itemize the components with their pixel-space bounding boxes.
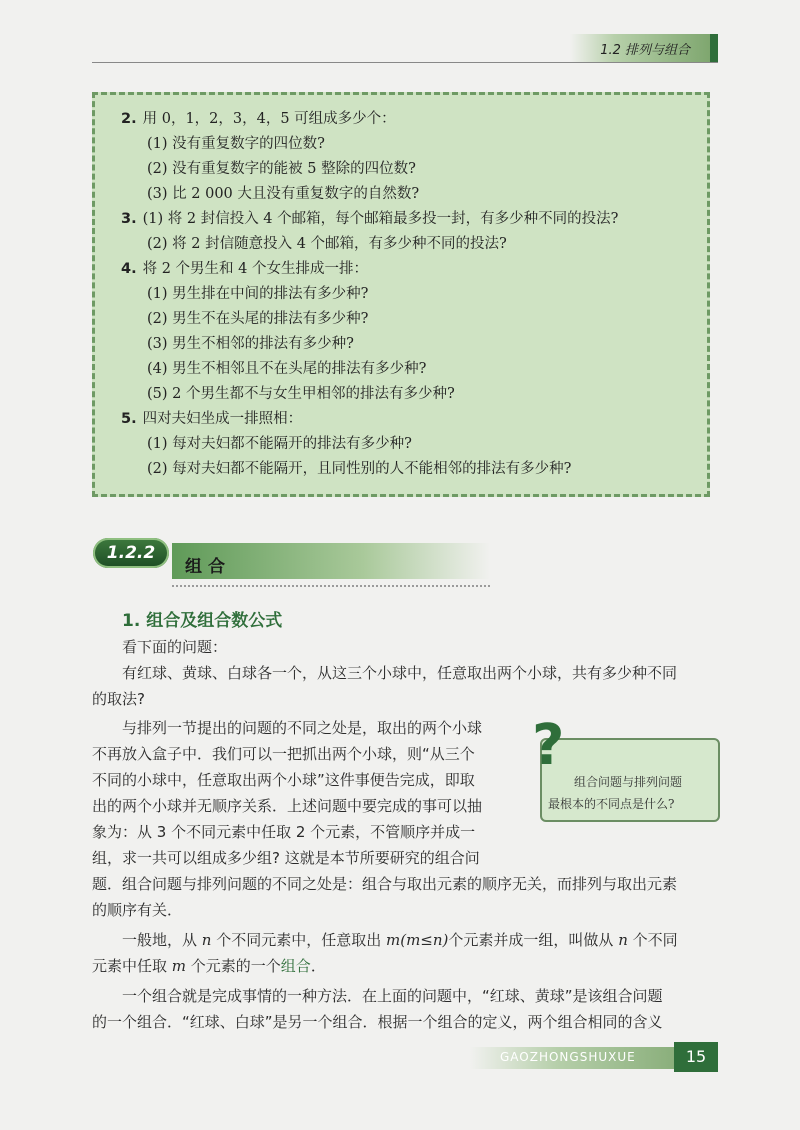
footer-text: GAOZHONGSHUXUE <box>500 1050 636 1064</box>
section-divider <box>172 585 490 587</box>
exercise-line: 4. 将 2 个男生和 4 个女生排成一排： <box>121 261 368 277</box>
exercise-line: (3) 比 2 000 大且没有重复数字的自然数? <box>147 186 420 202</box>
paragraph: 看下面的问题： <box>122 638 228 656</box>
exercise-line: (2) 每对夫妇都不能隔开，且同性别的人不能相邻的排法有多少种? <box>147 461 572 477</box>
paragraph: 题．组合问题与排列问题的不同之处是：组合与取出元素的顺序无关，而排列与取出元素 <box>92 875 678 893</box>
paragraph: 不再放入盒子中．我们可以一把抓出两个小球，则“从三个 <box>92 745 475 763</box>
running-header <box>570 34 718 62</box>
exercise-box <box>92 92 710 497</box>
exercise-line: (1) 每对夫妇都不能隔开的排法有多少种? <box>147 436 412 452</box>
paragraph: 象为：从 3 个不同元素中任取 2 个元素，不管顺序并成一 <box>92 823 476 841</box>
paragraph: 的顺序有关． <box>92 901 183 919</box>
term-combination: 组合 <box>280 957 311 975</box>
exercise-line: 3. (1) 将 2 封信投入 4 个邮箱，每个邮箱最多投一封，有多少种不同的投法? <box>121 211 619 227</box>
subsection-title: 1. 组合及组合数公式 <box>122 611 283 631</box>
paragraph: 与排列一节提出的问题的不同之处是，取出的两个小球 <box>122 719 483 737</box>
exercise-line: (3) 男生不相邻的排法有多少种? <box>147 336 354 352</box>
exercise-line: 5. 四对夫妇坐成一排照相： <box>121 411 303 427</box>
exercise-line: (2) 将 2 封信随意投入 4 个邮箱，有多少种不同的投法? <box>147 236 507 252</box>
exercise-line: (1) 男生排在中间的排法有多少种? <box>147 286 369 302</box>
running-header-text: 1.2 排列与组合 <box>600 43 690 58</box>
exercise-line: (1) 没有重复数字的四位数? <box>147 136 325 152</box>
exercise-line: (5) 2 个男生都不与女生甲相邻的排法有多少种? <box>147 386 455 402</box>
paragraph: 出的两个小球并无顺序关系．上述问题中要完成的事可以抽 <box>92 797 483 815</box>
definition-line: 一般地，从 n 个不同元素中，任意取出 m(m≤n)个元素并成一组，叫做从 n 个不同 <box>122 931 678 949</box>
header-rule <box>92 62 718 63</box>
definition-line: 元素中任取 m 个元素的一个组合． <box>92 957 326 975</box>
exercise-line: 2. 用 0，1，2，3，4，5 可组成多少个： <box>121 111 396 127</box>
exercise-line: (4) 男生不相邻且不在头尾的排法有多少种? <box>147 361 427 377</box>
running-header-bar <box>710 34 718 62</box>
paragraph: 的一个组合．“红球、白球”是另一个组合．根据一个组合的定义，两个组合相同的含义 <box>92 1013 663 1031</box>
sidebox-line: 组合问题与排列问题 <box>574 775 683 789</box>
paragraph: 组，求一共可以组成多少组? 这就是本节所要研究的组合问 <box>92 849 480 867</box>
exercise-line: (2) 男生不在头尾的排法有多少种? <box>147 311 369 327</box>
question-mark-icon: ? <box>532 713 565 778</box>
sidebox-line: 最根本的不同点是什么? <box>548 797 675 811</box>
exercise-line: (2) 没有重复数字的能被 5 整除的四位数? <box>147 161 416 177</box>
paragraph: 不同的小球中，任意取出两个小球”这件事便告完成，即取 <box>92 771 475 789</box>
paragraph: 一个组合就是完成事情的一种方法．在上面的问题中，“红球、黄球”是该组合问题 <box>122 987 663 1005</box>
paragraph: 的取法? <box>92 690 145 708</box>
section-title: 组合 <box>185 557 231 577</box>
page-number: 15 <box>674 1042 718 1072</box>
section-number: 1.2.2 <box>93 538 169 568</box>
paragraph: 有红球、黄球、白球各一个，从这三个小球中，任意取出两个小球，共有多少种不同 <box>122 664 678 682</box>
